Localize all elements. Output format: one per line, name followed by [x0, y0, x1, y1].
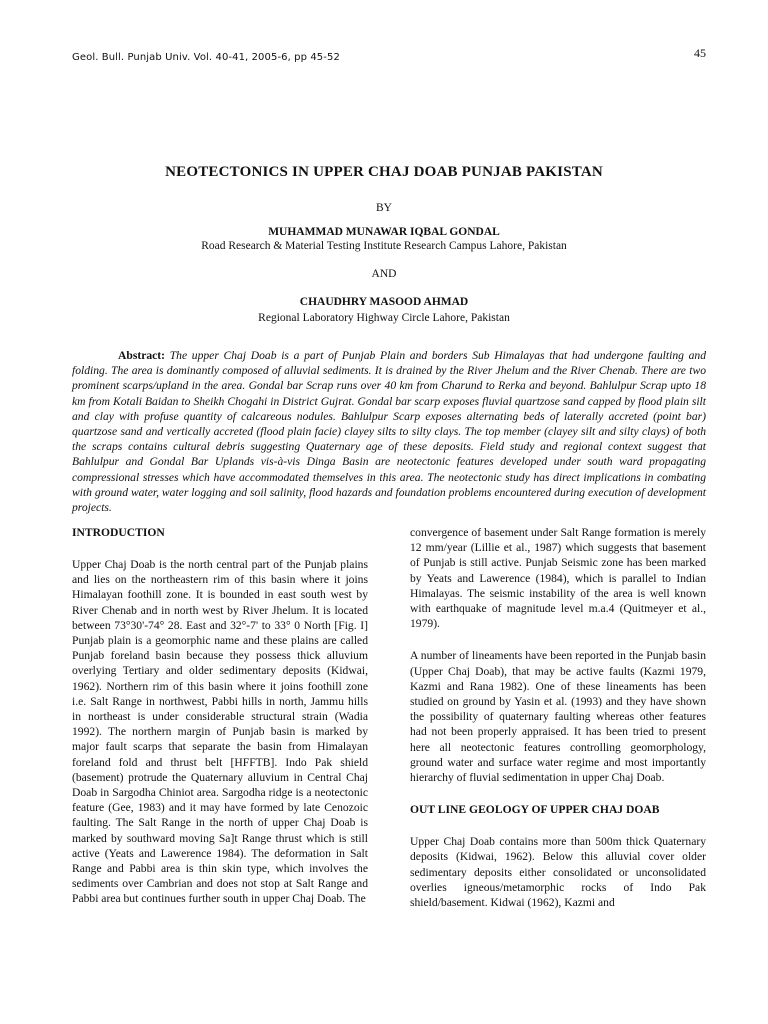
by-label: BY — [376, 202, 392, 214]
abstract — [72, 348, 706, 515]
abstract-text: The upper Chaj Doab is a part of Punjab Plain and borders Sub Himalayas that had undergone faulting and folding. The area is dominantly composed of alluvial sediments. It is drained by the River Jhelum and the River Chenab. There are two prominent scarps/upland in the area. Gondal bar Scrap runs over 40 km from Charund to Rerka and beyond. Bahlulpur Scrap upto 18 km from Kotali Baidan to Sheikh Chogahi in District Gujrat. Gondal bar scarp exposes fluvial quartzose sand capped by flood plain silt and clay with profuse quantity of calcareous nodules. Bahlulpur Scarp exposes alternating beds of laterally accreted (point bar) quartzose sand and vertically accreted (flood plain facie) clayey silts to silty clays. The top member (clayey silt and silty clays) of both the scraps contains cultural debris suggesting Quaternary age of these deposits. Field study and regional context suggest that Bahlulpur and Gondal Bar Uplands vis-à-vis Dinga Basin are neotectonic features developed under south ward propagating compressional stresses which have accommodated themselves in this area. The neotectonic study has direct implications in combating with ground water, water logging and soil salinity, flood hazards and foundation problems encountered during execution of development projects. — [72, 349, 706, 515]
author-2-name: CHAUDHRY MASOOD AHMAD — [299, 296, 469, 308]
abstract-label: Abstract: — [118, 349, 166, 362]
paper-title: NEOTECTONICS IN UPPER CHAJ DOAB PUNJAB PAKISTAN — [165, 164, 603, 180]
introduction-paragraph-3: A number of lineaments have been reported in the Punjab basin (Upper Chaj Doab), that may be active faults (Kazmi 1979, Kazmi and Rana 1982). One of these lineaments has been studied on ground by Yasin et al. (1993) and they have shown the possibility of quaternary faulting whereas other features had not been properly appraised. It has been tried to present here all neotectonic features controlling geomorphology, ground water and surface water regime and most importantly hierarchy of fluvial sedimentation in upper Chaj Doab. — [410, 649, 706, 785]
page-number: 45 — [694, 46, 706, 60]
right-column — [410, 525, 706, 927]
left-column — [72, 525, 368, 922]
author-2-affiliation: Regional Laboratory Highway Circle Lahore, Pakistan — [258, 312, 510, 324]
introduction-paragraph-1: Upper Chaj Doab is the north central part of the Punjab plains and lies on the northeastern rim of this basin where it joins Himalayan foothill zone. It is bounded in east south west by River Chenab and in north west by River Jhelum. It is located between 73°30'-74° 28. East and 32°-7' to 33° 0 North [Fig. I] Punjab plain is a geomorphic name and these plains are called Punjab foreland basin because they possess thick alluvium overlying Tertiary and older sedimentary deposits (Kidwai, 1962). Northern rim of this basin where it joins foothill zone i.e. Salt Range in northwest, Pabbi hills in north, Jammu hills in northeast is under considerable structural strain (Wadia 1992). The northern margin of Punjab basin is marked by major fault scarps that separate the basin from Himalayan foreland fold and thrust belt [HFFTB]. Indo Pak shield (basement) protrude the Quaternary alluvium in Central Chaj Doab in Sargodha Chiniot area. Sargodha ridge is a neotectonic feature (Gee, 1983) and it may have formed by late Cenozoic faulting. The Salt Range in the north of upper Chaj Doab is marked by southward moving Sa]t Range thrust which is still active (Yeats and Lawerence 1984). The deformation in Salt Range and Pabbi area is thin skin type, which involves the sediments over Cambrian and does not stop at Salt Range and Pabbi area but continues further south in upper Chaj Doab. The — [72, 558, 368, 906]
geology-heading: OUT LINE GEOLOGY OF UPPER CHAJ DOAB — [410, 803, 660, 817]
journal-citation: Geol. Bull. Punjab Univ. Vol. 40-41, 2005-6, pp 45-52 — [72, 52, 340, 63]
author-1-affiliation: Road Research & Material Testing Institute Research Campus Lahore, Pakistan — [201, 240, 567, 252]
and-label: AND — [371, 268, 397, 280]
author-1-name: MUHAMMAD MUNAWAR IQBAL GONDAL — [268, 226, 500, 238]
introduction-paragraph-2: convergence of basement under Salt Range formation is merely 12 mm/year (Lillie et al., 1987) which suggests that basement of Punjab is still active. Punjab Seismic zone has been marked by Yeats and Lawerence (1984), which is parallel to Indian Himalayas. The seismic instability of the area is well known with earthquake of magnitude level m.a.4 (Quitmeyer et al., 1979). — [410, 526, 706, 631]
geology-paragraph-1: Upper Chaj Doab contains more than 500m thick Quaternary deposits (Kidwai, 1962). Below this alluvial cover older sedimentary deposits either consolidated or unconsolidated overlies igneous/metamorphic rocks of Indo Pak shield/basement. Kidwai (1962), Kazmi and — [410, 835, 706, 910]
introduction-heading: INTRODUCTION — [72, 526, 165, 539]
